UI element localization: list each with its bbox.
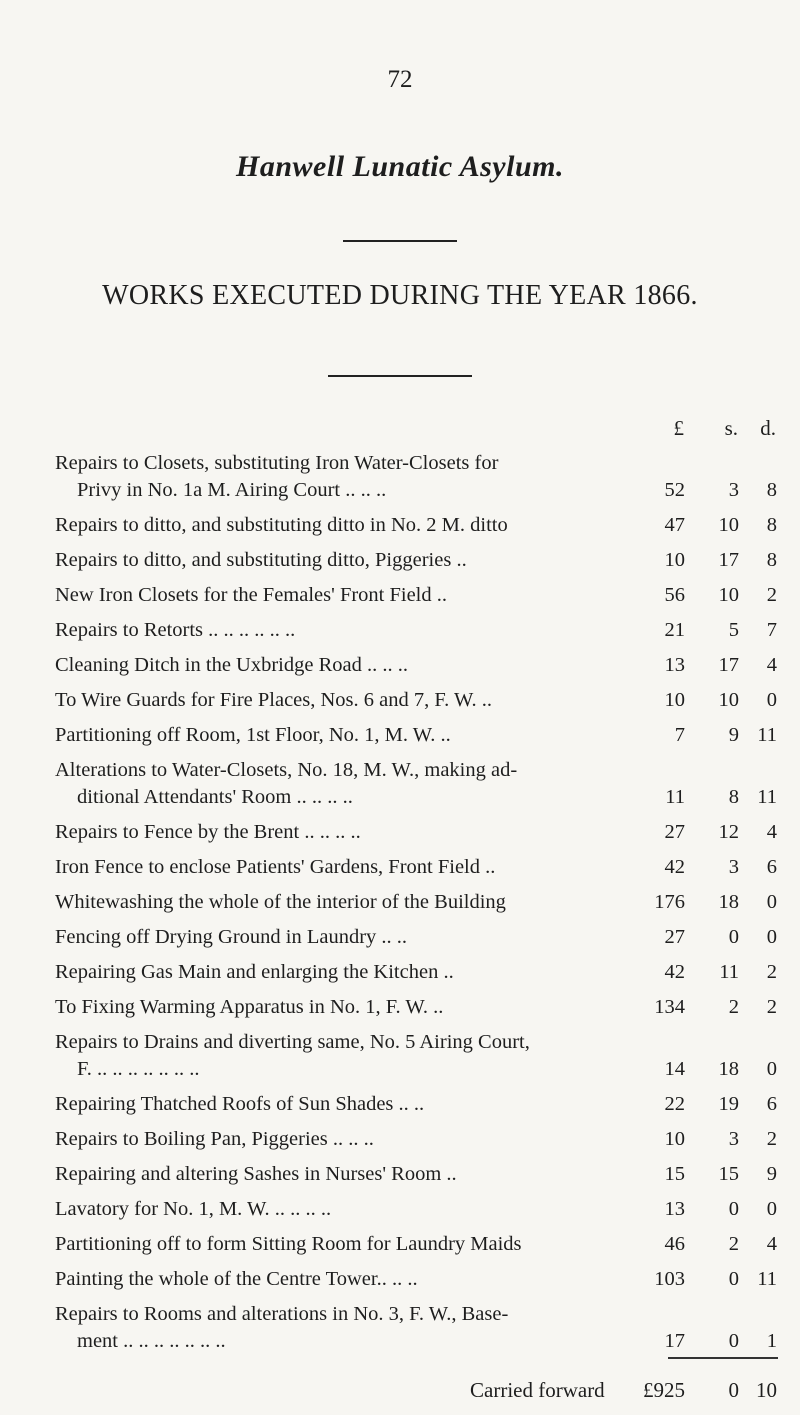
- list-item: [55, 854, 777, 889]
- entry-description-line: Repairs to Boiling Pan, Piggeries .. .. ..: [55, 1128, 374, 1150]
- entry-description-line: Repairs to Drains and diverting same, No. 5 Airing Court,: [55, 1031, 530, 1053]
- entry-amount: [637, 1161, 777, 1188]
- amount-pounds: 42: [664, 961, 685, 983]
- list-item: [55, 1266, 777, 1301]
- list-item: [55, 1196, 777, 1231]
- list-item: [55, 617, 777, 652]
- entry-amount: [637, 1231, 777, 1258]
- amount-shillings: 3: [728, 1128, 739, 1150]
- list-item: [55, 1231, 777, 1266]
- entry-description-line: Repairing Gas Main and enlarging the Kitchen ..: [55, 961, 454, 983]
- entry-description: [55, 959, 620, 986]
- amount-shillings: 5: [728, 619, 739, 641]
- amount-pence: 0: [766, 926, 777, 948]
- amount-shillings: 12: [718, 821, 739, 843]
- entry-amount: [637, 652, 777, 679]
- entry-amount: [637, 617, 777, 644]
- institution-title: Hanwell Lunatic Asylum.: [236, 150, 564, 183]
- amount-shillings: 10: [718, 584, 739, 606]
- total-divider: [668, 1357, 778, 1359]
- entry-description: [55, 582, 620, 609]
- entry-description: [55, 1301, 620, 1355]
- entry-amount: [637, 959, 777, 986]
- entry-description-line: To Wire Guards for Fire Places, Nos. 6 and 7, F. W. ..: [55, 689, 492, 711]
- title-divider: [343, 240, 457, 242]
- page-number: 72: [387, 66, 413, 93]
- amount-pounds: 7: [674, 724, 685, 746]
- entry-description-line: Repairing Thatched Roofs of Sun Shades .. ..: [55, 1093, 425, 1115]
- amount-pence: 7: [766, 619, 777, 641]
- entry-description: [55, 722, 620, 749]
- amount-pounds: 42: [664, 856, 685, 878]
- amount-pounds: 11: [665, 786, 685, 808]
- amount-pence: 11: [757, 724, 777, 746]
- entry-amount: [637, 1328, 777, 1355]
- entry-description-continuation: Privy in No. 1a M. Airing Court .. .. ..: [77, 479, 387, 501]
- amount-pence: 4: [766, 1233, 777, 1255]
- amount-shillings: 18: [718, 1058, 739, 1080]
- total-shillings: 0: [728, 1378, 739, 1402]
- amount-pence: 2: [766, 961, 777, 983]
- entry-amount: [637, 1091, 777, 1118]
- amount-shillings: 0: [728, 1268, 739, 1290]
- list-item: [55, 757, 777, 819]
- entry-description-line: Repairs to Rooms and alterations in No. 3, F. W., Base-: [55, 1303, 509, 1325]
- amount-pounds: 47: [664, 514, 685, 536]
- amount-shillings: 17: [718, 549, 739, 571]
- amount-shillings: 18: [718, 891, 739, 913]
- amount-pounds: 14: [664, 1058, 685, 1080]
- entry-description-line: Whitewashing the whole of the interior of the Building: [55, 891, 506, 913]
- entry-description: [55, 617, 620, 644]
- list-item: [55, 687, 777, 722]
- list-item: [55, 1161, 777, 1196]
- pounds-header: £: [673, 416, 684, 440]
- amount-pence: 8: [766, 549, 777, 571]
- amount-pounds: 10: [664, 1128, 685, 1150]
- page-title: WORKS EXECUTED DURING THE YEAR 1866.: [102, 280, 698, 311]
- amount-pence: 9: [766, 1163, 777, 1185]
- amount-pounds: 46: [664, 1233, 685, 1255]
- entry-description: [55, 652, 620, 679]
- entry-amount: [637, 1196, 777, 1223]
- amount-shillings: 0: [728, 926, 739, 948]
- amount-pounds: 13: [664, 1198, 685, 1220]
- amount-shillings: 0: [728, 1198, 739, 1220]
- amount-pounds: 22: [664, 1093, 685, 1115]
- amount-pence: 2: [766, 996, 777, 1018]
- amount-pounds: 56: [664, 584, 685, 606]
- entry-description-line: Cleaning Ditch in the Uxbridge Road .. .. ..: [55, 654, 408, 676]
- entry-amount: [637, 1056, 777, 1083]
- amount-shillings: 2: [728, 1233, 739, 1255]
- amount-pence: 4: [766, 821, 777, 843]
- amount-pence: 0: [766, 891, 777, 913]
- amount-shillings: 10: [718, 514, 739, 536]
- entry-description: [55, 924, 620, 951]
- entry-description: [55, 889, 620, 916]
- entry-description-continuation: ditional Attendants' Room .. .. .. ..: [77, 786, 353, 808]
- amount-shillings: 0: [728, 1330, 739, 1352]
- amount-pence: 0: [766, 1198, 777, 1220]
- entry-description-line: Repairing and altering Sashes in Nurses' Room ..: [55, 1163, 457, 1185]
- entry-amount: [637, 547, 777, 574]
- amount-pounds: 13: [664, 654, 685, 676]
- list-item: [55, 547, 777, 582]
- amount-pounds: 10: [664, 689, 685, 711]
- amount-pounds: 27: [664, 821, 685, 843]
- list-item: [55, 1126, 777, 1161]
- entry-amount: [637, 582, 777, 609]
- entry-description-line: Lavatory for No. 1, M. W. .. .. .. ..: [55, 1198, 332, 1220]
- entry-description-line: Repairs to Fence by the Brent .. .. .. ..: [55, 821, 361, 843]
- amount-pence: 11: [757, 1268, 777, 1290]
- subtitle-divider: [328, 375, 472, 377]
- list-item: [55, 722, 777, 757]
- entry-description-line: Partitioning off to form Sitting Room for Laundry Maids: [55, 1233, 522, 1255]
- entry-description-line: Fencing off Drying Ground in Laundry .. ..: [55, 926, 408, 948]
- entry-description: [55, 994, 620, 1021]
- amount-shillings: 11: [719, 961, 739, 983]
- entry-description-line: Repairs to Closets, substituting Iron Water-Closets for: [55, 452, 499, 474]
- entry-amount: [637, 1126, 777, 1153]
- entry-description: [55, 450, 620, 504]
- carried-forward-label: Carried forward: [470, 1378, 605, 1402]
- entry-description: [55, 1231, 620, 1258]
- entry-description: [55, 512, 620, 539]
- total-pence: 10: [756, 1378, 777, 1402]
- list-item: [55, 924, 777, 959]
- amount-pounds: 21: [664, 619, 685, 641]
- amount-pounds: 17: [664, 1330, 685, 1352]
- entry-description: [55, 687, 620, 714]
- entry-description-continuation: F. .. .. .. .. .. .. ..: [77, 1058, 200, 1080]
- list-item: [55, 582, 777, 617]
- amount-shillings: 3: [728, 479, 739, 501]
- entry-description: [55, 547, 620, 574]
- amount-pence: 2: [766, 1128, 777, 1150]
- amount-pence: 2: [766, 584, 777, 606]
- amount-pence: 4: [766, 654, 777, 676]
- list-item: [55, 819, 777, 854]
- entry-amount: [637, 512, 777, 539]
- amount-pounds: 134: [654, 996, 685, 1018]
- entry-amount: [637, 994, 777, 1021]
- pence-header: d.: [760, 416, 776, 440]
- amount-pence: 6: [766, 856, 777, 878]
- entry-amount: [637, 889, 777, 916]
- list-item: [55, 994, 777, 1029]
- entry-description: [55, 1196, 620, 1223]
- entry-amount: [637, 819, 777, 846]
- list-item: [55, 889, 777, 924]
- entry-description-line: Repairs to ditto, and substituting ditto in No. 2 M. ditto: [55, 514, 508, 536]
- entry-description-line: Repairs to Retorts .. .. .. .. .. ..: [55, 619, 296, 641]
- list-item: [55, 1301, 777, 1363]
- list-item: [55, 652, 777, 687]
- entry-description: [55, 1161, 620, 1188]
- entry-amount: [637, 477, 777, 504]
- entry-description: [55, 1126, 620, 1153]
- amount-shillings: 19: [718, 1093, 739, 1115]
- amount-shillings: 8: [728, 786, 739, 808]
- amount-pence: 0: [766, 1058, 777, 1080]
- entry-description-continuation: ment .. .. .. .. .. .. ..: [77, 1330, 226, 1352]
- amount-pounds: 52: [664, 479, 685, 501]
- entry-amount: [637, 854, 777, 881]
- amount-shillings: 9: [728, 724, 739, 746]
- entry-description: [55, 757, 620, 811]
- amount-pounds: 176: [654, 891, 685, 913]
- amount-pounds: 27: [664, 926, 685, 948]
- entry-description: [55, 1266, 620, 1293]
- entry-amount: [637, 924, 777, 951]
- entry-description: [55, 1091, 620, 1118]
- list-item: [55, 1091, 777, 1126]
- amount-pence: 8: [766, 479, 777, 501]
- amount-pence: 1: [766, 1330, 777, 1352]
- shillings-header: s.: [724, 416, 738, 440]
- amount-pounds: 15: [664, 1163, 685, 1185]
- amount-pence: 8: [766, 514, 777, 536]
- amount-shillings: 2: [728, 996, 739, 1018]
- amount-pence: 11: [757, 786, 777, 808]
- amount-pence: 0: [766, 689, 777, 711]
- amount-shillings: 3: [728, 856, 739, 878]
- entry-amount: [637, 1266, 777, 1293]
- works-list: [55, 450, 777, 1363]
- entry-amount: [637, 722, 777, 749]
- entry-description-line: Repairs to ditto, and substituting ditto, Piggeries ..: [55, 549, 467, 571]
- carried-forward-amount: [637, 1378, 777, 1405]
- entry-description: [55, 1029, 620, 1083]
- list-item: [55, 1029, 777, 1091]
- entry-amount: [637, 687, 777, 714]
- list-item: [55, 512, 777, 547]
- entry-description-line: Iron Fence to enclose Patients' Gardens, Front Field ..: [55, 856, 496, 878]
- total-pounds: £925: [643, 1378, 685, 1402]
- amount-shillings: 15: [718, 1163, 739, 1185]
- entry-description-line: Alterations to Water-Closets, No. 18, M. W., making ad-: [55, 759, 518, 781]
- entry-description: [55, 854, 620, 881]
- amount-pence: 6: [766, 1093, 777, 1115]
- entry-description-line: Partitioning off Room, 1st Floor, No. 1, M. W. ..: [55, 724, 451, 746]
- entry-description: [55, 819, 620, 846]
- entry-description-line: New Iron Closets for the Females' Front Field ..: [55, 584, 448, 606]
- entry-amount: [637, 784, 777, 811]
- amount-shillings: 10: [718, 689, 739, 711]
- entry-description-line: Painting the whole of the Centre Tower.. .. ..: [55, 1268, 418, 1290]
- entry-description-line: To Fixing Warming Apparatus in No. 1, F. W. ..: [55, 996, 444, 1018]
- amount-pounds: 10: [664, 549, 685, 571]
- list-item: [55, 959, 777, 994]
- amount-shillings: 17: [718, 654, 739, 676]
- amount-pounds: 103: [654, 1268, 685, 1290]
- list-item: [55, 450, 777, 512]
